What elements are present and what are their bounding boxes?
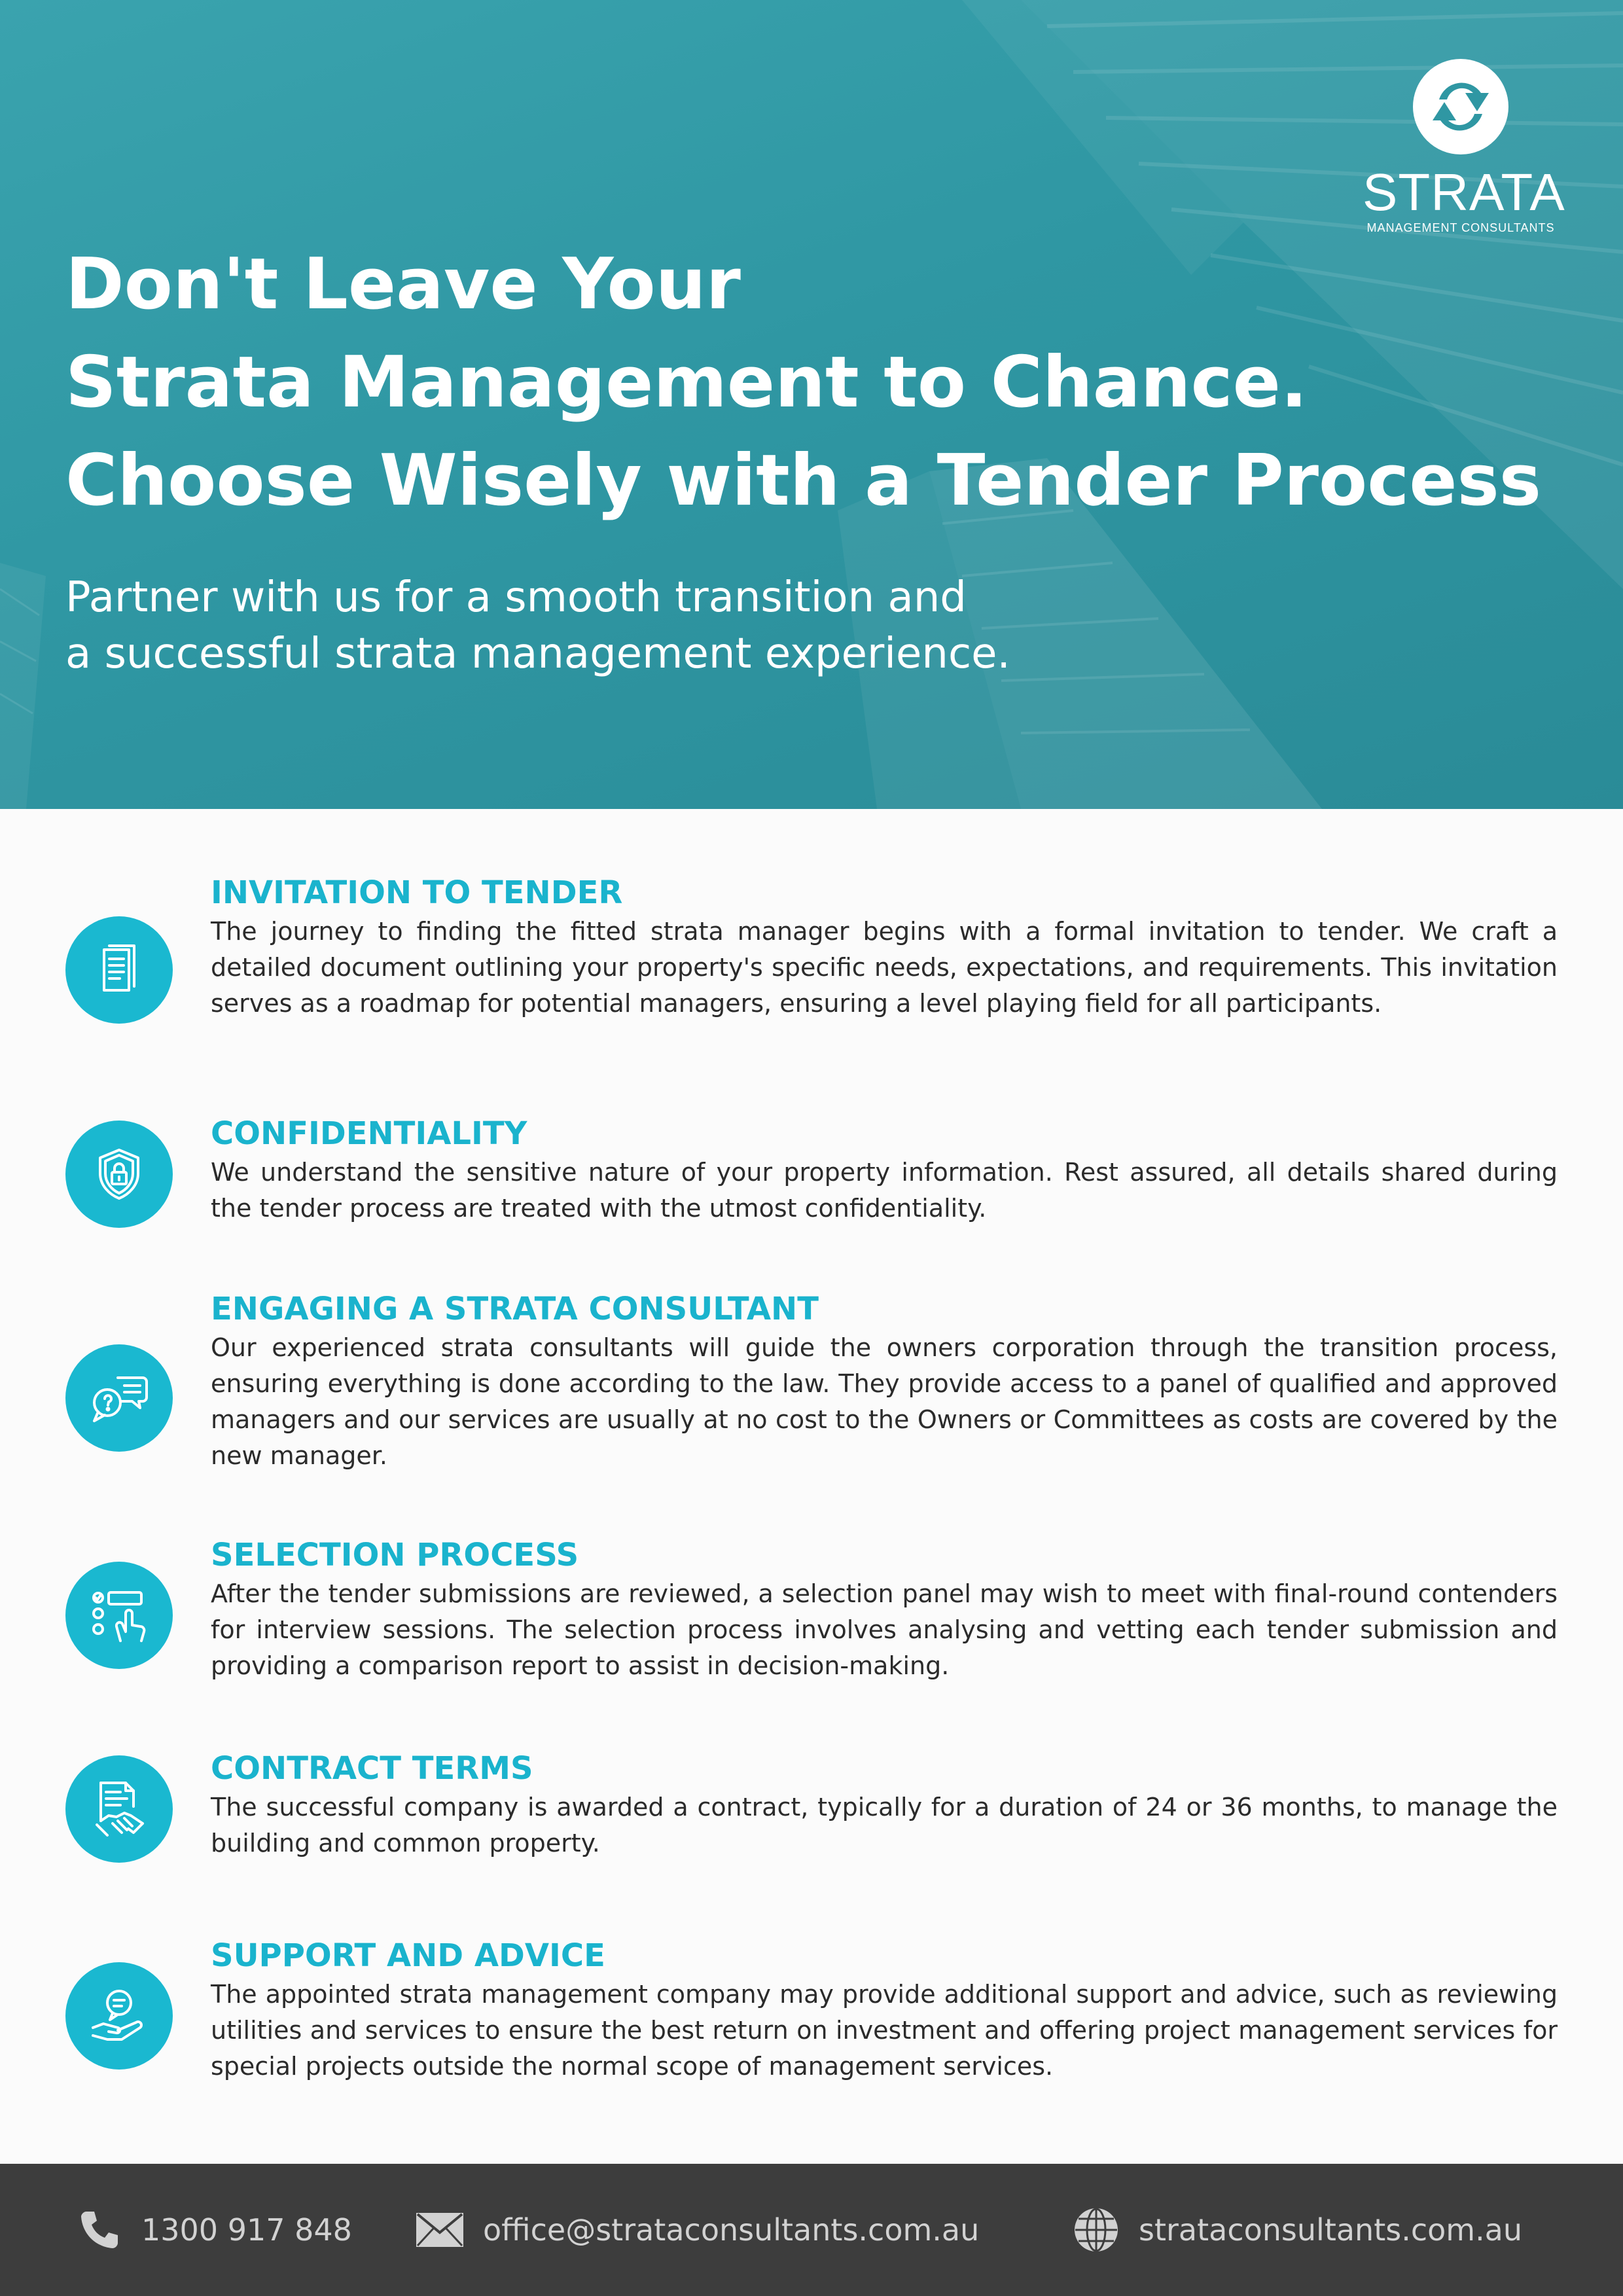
section-title: SELECTION PROCESS [211,1537,579,1573]
section-title: SUPPORT AND ADVICE [211,1937,605,1974]
section-support-advice [0,1936,1623,2100]
section-icon-circle [65,1755,173,1863]
headline-line: Don't Leave Your [65,243,741,325]
footer-website-text: strataconsultants.com.au [1139,2212,1523,2248]
section-selection-process [0,1535,1623,1699]
strata-logo [1363,59,1565,234]
footer-email-text: office@strataconsultants.com.au [483,2212,980,2248]
hero-banner [0,0,1623,809]
contract-handshake-icon [88,1778,151,1840]
section-body: Our experienced strata consultants will guide the owners corporation through the transition process, ensuring everything is done according to the law. They provide access to a panel of qualified and approved managers and our services are usually at no cost to the Owners or Committees as costs are covered by the new manager. [211,1333,1558,1470]
section-body: The journey to finding the fitted strata manager begins with a formal invitation to tender. We craft a detailed document outlining your property's specific needs, expectations, and requirements. This invitation serves as a roadmap for potential managers, ensuring a level playing field for all participants. [211,917,1558,1018]
section-icon-circle [65,1121,173,1228]
footer-phone-link[interactable] [77,2207,352,2253]
subheadline-line: Partner with us for a smooth transition and [65,573,967,622]
section-engaging-consultant [0,1289,1623,1486]
section-confidentiality [0,1114,1623,1245]
document-icon [90,941,149,999]
section-title: CONTRACT TERMS [211,1750,533,1787]
envelope-icon [416,2213,463,2247]
footer-phone-text: 1300 917 848 [141,2212,352,2248]
page-headline [65,236,1541,530]
page-subheadline [65,569,1010,682]
section-icon-circle [65,1562,173,1669]
section-title: CONFIDENTIALITY [211,1115,527,1152]
section-body: After the tender submissions are reviewed, a selection panel may wish to meet with final-round contenders for interview sessions. The selection process involves analysing and vetting each tender submission and providing a comparison report to assist in decision-making. [211,1579,1558,1680]
section-icon-circle [65,1962,173,2070]
section-title: ENGAGING A STRATA CONSULTANT [211,1291,819,1327]
logo-arrows-icon [1413,59,1508,154]
section-title: INVITATION TO TENDER [211,874,623,911]
chat-bubbles-icon [88,1369,151,1427]
footer-website-link[interactable] [1073,2207,1522,2253]
headline-line: Strata Management to Chance. [65,342,1308,423]
hand-speech-bubble-icon [88,1984,151,2047]
shield-lock-icon [90,1145,149,1204]
section-contract-terms [0,1749,1623,1880]
contact-footer [0,2164,1623,2296]
section-body: The appointed strata management company may provide additional support and advice, such as reviewing utilities and services to ensure the best return on investment and offering project management services for special projects outside the normal scope of management services. [211,1980,1558,2081]
section-body: We understand the sensitive nature of your property information. Rest assured, all details shared during the tender process are treated with the utmost confidentiality. [211,1158,1558,1223]
phone-icon [77,2208,122,2252]
globe-icon [1073,2207,1119,2253]
checklist-hand-icon [88,1586,151,1645]
section-invitation-to-tender [0,873,1623,1069]
section-icon-circle [65,916,173,1024]
footer-email-link[interactable] [416,2207,979,2253]
section-body: The successful company is awarded a contract, typically for a duration of 24 or 36 months, to manage the building and common property. [211,1793,1558,1857]
subheadline-line: a successful strata management experience. [65,630,1010,678]
headline-line: Choose Wisely with a Tender Process [65,440,1542,522]
logo-tagline: MANAGEMENT CONSULTANTS [1366,221,1555,234]
logo-wordmark: STRATA [1363,163,1565,221]
section-icon-circle [65,1344,173,1452]
